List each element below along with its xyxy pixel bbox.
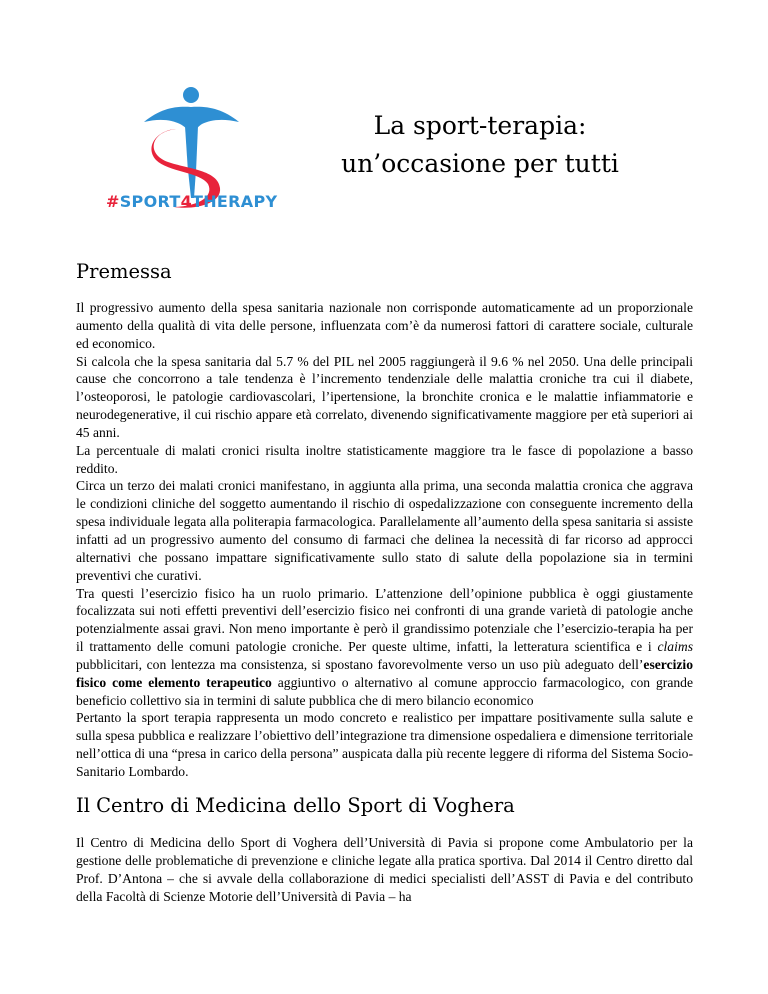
bold-text: esercizio fisico come elemento terapeutico [76, 656, 693, 690]
logo-hash: # [106, 192, 120, 211]
paragraph: La percentuale di malati cronici risulta inoltre statisticamente maggiore tra le fasce di popolazione a basso reddito. [76, 442, 693, 476]
logo-therapy: THERAPY [192, 192, 278, 211]
title-line-2: un’occasione per tutti [341, 149, 619, 178]
paragraph: Circa un terzo dei malati cronici manifestano, in aggiunta alla prima, una seconda malattia cronica che aggrava le condizioni cliniche del soggetto aumentando il rischio di ospedalizzazione con conseguente incremento della spesa individuale legata alla politerapia farmacologica. Parallelamente all’aumento della spesa sanitaria si assiste infatti ad un progressivo aumento del consumo di farmaci che delinea la necessità di far ricorso ad approcci alternativi che possano impattare significativamente sullo stato di salute della popolazione sia in termini preventivi che curativi. [76, 478, 693, 583]
title-line-1: La sport-terapia: [373, 111, 587, 140]
paragraph: Pertanto la sport terapia rappresenta un modo concreto e realistico per impattare positivamente sulla salute e sulla spesa pubblica e realizzare l’obiettivo dell’integrazione tra dimensione ospedaliera e dimensione territoriale nell’ottica di una “presa in carico della persona” auspicata dalla più recente leggere di riforma del Sistema Socio-Sanitario Lombardo. [76, 710, 693, 779]
section-heading-premessa: Premessa [76, 260, 172, 283]
paragraph: Si calcola che la spesa sanitaria dal 5.7 % del PIL nel 2005 raggiungerà il 9.6 % nel 2050. Una delle principali cause che concorrono a tale tendenza è l’incremento tendenziale delle malattia croniche tra cui il diabete, l’osteoporosi, le patologie cardiovascolari, l’ipertensione, la bronchite cronica e le malattie infiammatorie e neurodegenerative, il cui rischio appare età correlato, divenendo significativamente maggiore per età superiori ai 45 anni. [76, 353, 693, 440]
logo-four: 4 [180, 192, 193, 211]
section-heading-centro: Il Centro di Medicina dello Sport di Voghera [76, 794, 515, 817]
premessa-body [76, 299, 693, 781]
paragraph: Il Centro di Medicina dello Sport di Voghera dell’Università di Pavia si propone come Ambulatorio per la gestione delle problematiche di prevenzione e cliniche legate alla pratica sportiva. Dal 2014 il Centro diretto dal Prof. D’Antona – che si avvale della collaborazione di medici specialisti dell’ASST di Pavia e del contributo della Facoltà di Scienze Motorie dell’Università di Pavia – ha [76, 835, 693, 904]
text-run: pubblicitari, con lentezza ma consistenza, si spostano favorevolmente verso un uso più adeguato dell’ [76, 656, 644, 672]
italic-text: claims [657, 639, 693, 655]
logo-hashtag-text [106, 192, 277, 211]
text-run: Tra questi l’esercizio fisico ha un ruolo primario. L’attenzione dell’opinione pubblica è oggi giustamente focalizzata sui noti effetti preventivi dell’esercizio fisico nei confronti di una grande varietà di patologie anche potenzialmente assai gravi. Non meno importante è però il grandissimo potenziale che l’esercizio-terapia ha per il trattamento delle comuni patologie croniche. Per queste ultime, infatti, la letteratura scientifica e i [76, 585, 693, 655]
document-title [300, 107, 660, 183]
centro-body [76, 834, 693, 905]
paragraph [76, 585, 693, 710]
paragraph: Il progressivo aumento della spesa sanitaria nazionale non corrisponde automaticamente ad un proporzionale aumento della qualità di vita delle persone, influenzata com’è da numerosi fattori di carattere sociale, culturale ed economico. [76, 300, 693, 351]
text-run: aggiuntivo o alternativo al comune approccio farmacologico, con grande beneficio collettivo sia in termini di salute pubblica che di mero bilancio economico [76, 674, 693, 708]
logo-sport: SPORT [119, 192, 181, 211]
